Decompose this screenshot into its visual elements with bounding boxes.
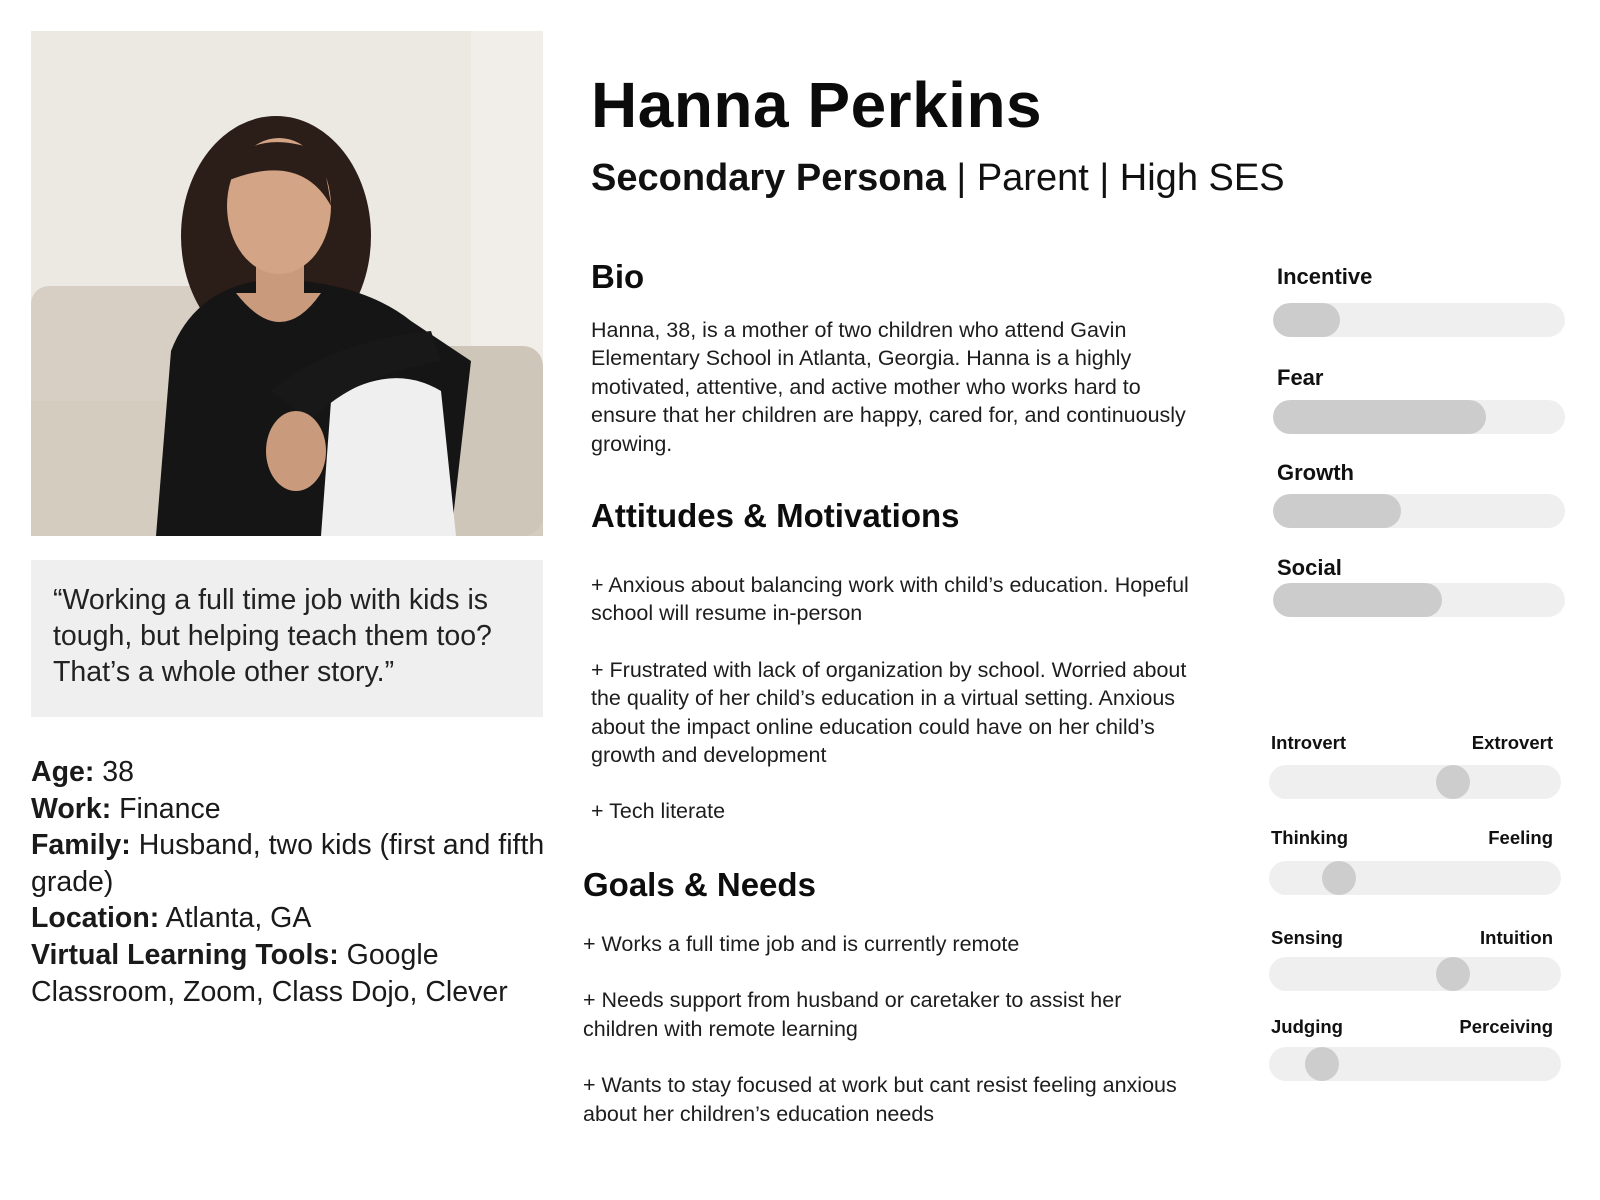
persona-subtitle	[591, 157, 1285, 200]
personality-slider-sensing-intuition	[1269, 957, 1561, 991]
fact-label: Work:	[31, 792, 112, 825]
personality-left-label: Judging	[1271, 1016, 1343, 1037]
portrait-illustration	[31, 31, 543, 536]
persona-photo	[31, 31, 543, 536]
motivation-fill-incentive	[1273, 303, 1340, 337]
personality-left-label: Introvert	[1271, 732, 1347, 753]
motivation-track-fear	[1273, 400, 1565, 434]
subtitle-separator: |	[1088, 157, 1120, 199]
motivation-label-incentive: Incentive	[1277, 264, 1373, 289]
fact-learning-tools	[31, 937, 551, 1010]
fact-location	[31, 900, 551, 937]
attitudes-list	[591, 571, 1211, 854]
motivation-fill-growth	[1273, 494, 1401, 528]
bio-heading: Bio	[591, 258, 645, 295]
fact-label: Family:	[31, 829, 131, 862]
motivation-track-social	[1273, 583, 1565, 617]
motivation-label-growth: Growth	[1277, 460, 1354, 485]
fact-age	[31, 754, 551, 791]
slider-knob	[1436, 957, 1470, 991]
motivation-fill-fear	[1273, 400, 1486, 434]
fact-value: 38	[94, 756, 134, 788]
fact-label: Age:	[31, 756, 95, 788]
motivation-label-social: Social	[1277, 555, 1342, 580]
fact-work	[31, 791, 551, 828]
goals-heading: Goals & Needs	[583, 866, 816, 903]
fact-label: Virtual Learning Tools:	[31, 938, 339, 971]
slider-knob	[1436, 765, 1470, 799]
motivation-label-fear: Fear	[1277, 365, 1324, 390]
goal-item: + Works a full time job and is currently remote	[583, 932, 1020, 956]
fact-label: Location:	[31, 902, 160, 935]
fact-value: Husband, two kids (first and fifth grade)	[31, 829, 545, 898]
persona-quote: “Working a full time job with kids is tough, but helping teach them too? That’s a whole other story.”	[53, 584, 492, 688]
goal-item: + Needs support from husband or caretaker to assist her children with remote learning	[583, 988, 1122, 1041]
bio-text: Hanna, 38, is a mother of two children who attend Gavin Elementary School in Atlanta, Georgia. Hanna is a highly motivated, attentive, and active mother who works hard to ensure that her children are happy, cared for, and continuously growing.	[591, 318, 1186, 456]
personality-left-label: Sensing	[1271, 927, 1343, 948]
personality-slider-thinking-feeling	[1269, 861, 1561, 895]
persona-type: Secondary Persona	[591, 157, 946, 199]
motivation-fill-social	[1273, 583, 1442, 617]
personality-right-label: Perceiving	[1459, 1016, 1553, 1037]
personality-slider-judging-perceiving	[1269, 1047, 1561, 1081]
slider-knob	[1322, 861, 1356, 895]
persona-segment: High SES	[1119, 157, 1285, 199]
personality-right-label: Intuition	[1480, 927, 1553, 948]
quote-box	[31, 560, 543, 717]
goals-list	[583, 930, 1183, 1156]
slider-knob	[1305, 1047, 1339, 1081]
fact-value: Google Classroom, Zoom, Class Dojo, Clever	[31, 938, 508, 1008]
personality-slider-introvert-extrovert	[1269, 765, 1561, 799]
persona-name: Hanna Perkins	[591, 69, 1043, 141]
attitude-item: + Anxious about balancing work with child’s education. Hopeful school will resume in-person	[591, 573, 1189, 626]
goal-item: + Wants to stay focused at work but cant resist feeling anxious about her children’s education needs	[583, 1073, 1177, 1126]
personality-left-label: Thinking	[1271, 827, 1349, 848]
attitude-item: + Tech literate	[591, 799, 726, 824]
persona-role: Parent	[976, 157, 1089, 199]
subtitle-separator: |	[945, 157, 977, 199]
persona-facts	[31, 754, 551, 1010]
fact-value: Atlanta, GA	[159, 902, 312, 935]
attitude-item: + Frustrated with lack of organization by school. Worried about the quality of her child’s education in a virtual setting. Anxious about the impact online education could have on her child’s growth and development	[591, 657, 1187, 768]
personality-right-label: Feeling	[1488, 827, 1553, 848]
motivation-track-incentive	[1273, 303, 1565, 337]
personality-right-label: Extrovert	[1471, 732, 1553, 753]
fact-value: Finance	[111, 792, 221, 825]
motivation-track-growth	[1273, 494, 1565, 528]
attitudes-heading: Attitudes & Motivations	[591, 497, 960, 534]
fact-family	[31, 827, 551, 900]
